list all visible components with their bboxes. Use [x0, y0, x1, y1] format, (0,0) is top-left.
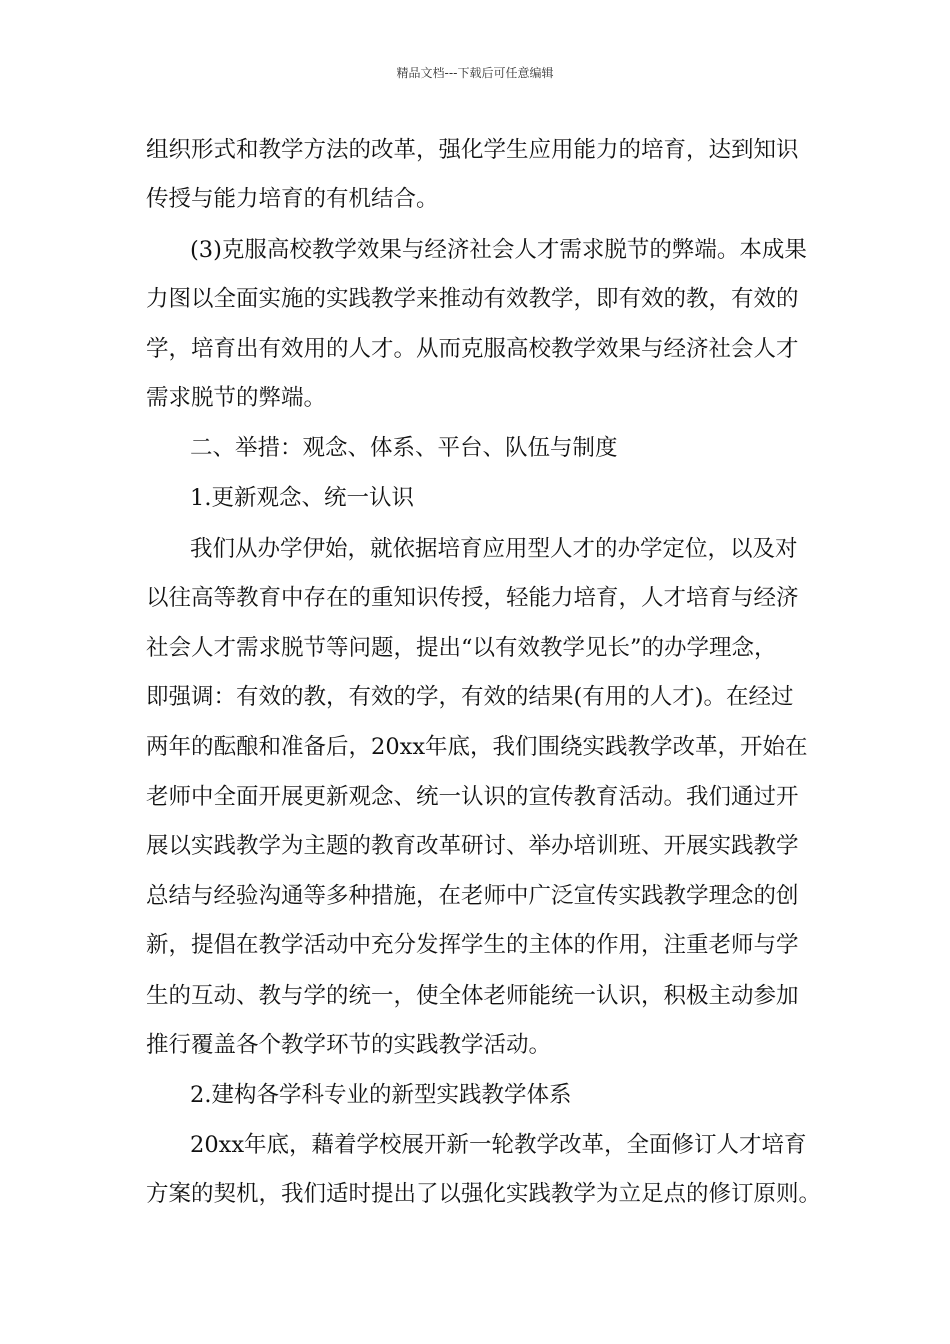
text-line: 总结与经验沟通等多种措施，在老师中广泛宣传实践教学理念的创 — [146, 883, 799, 909]
text-line: (3)克服高校教学效果与经济社会人才需求脱节的弊端。本成果 — [190, 237, 807, 263]
text-line: 社会人才需求脱节等问题，提出“以有效教学见长”的办学理念， — [146, 635, 777, 661]
text-line: 传授与能力培育的有机结合。 — [146, 186, 439, 212]
text-line: 两年的酝酿和准备后，20xx年底，我们围绕实践教学改革，开始在 — [146, 734, 808, 760]
text-line: 展以实践教学为主题的教育改革研讨、举办培训班、开展实践教学 — [146, 833, 799, 859]
page-header: 精品文档---下载后可任意编辑 — [396, 66, 554, 80]
text-line: 我们从办学伊始，就依据培育应用型人才的办学定位，以及对 — [190, 536, 798, 562]
text-line: 推行覆盖各个教学环节的实践教学活动。 — [146, 1032, 552, 1058]
text-line: 老师中全面开展更新观念、统一认识的宣传教育活动。我们通过开 — [146, 784, 799, 810]
text-line: 以往高等教育中存在的重知识传授，轻能力培育，人才培育与经济 — [146, 585, 799, 611]
text-line: 组织形式和教学方法的改革，强化学生应用能力的培育，达到知识 — [146, 137, 799, 163]
subsection-heading: 1.更新观念、统一认识 — [190, 485, 414, 511]
text-line: 力图以全面实施的实践教学来推动有效教学，即有效的教，有效的 — [146, 286, 799, 312]
text-line: 20xx年底，藉着学校展开新一轮教学改革，全面修订人才培育 — [190, 1132, 807, 1158]
text-line: 即强调：有效的教，有效的学，有效的结果(有用的人才)。在经过 — [146, 684, 794, 710]
section-heading: 二、举措：观念、体系、平台、队伍与制度 — [190, 435, 618, 461]
text-line: 需求脱节的弊端。 — [146, 385, 327, 411]
subsection-heading: 2.建构各学科专业的新型实践教学体系 — [190, 1082, 572, 1108]
text-line: 方案的契机，我们适时提出了以强化实践教学为立足点的修订原则。 — [146, 1181, 822, 1207]
text-line: 新，提倡在教学活动中充分发挥学生的主体的作用，注重老师与学 — [146, 932, 799, 958]
text-line: 学，培育出有效用的人才。从而克服高校教学效果与经济社会人才 — [146, 336, 799, 362]
text-line: 生的互动、教与学的统一，使全体老师能统一认识，积极主动参加 — [146, 983, 799, 1009]
